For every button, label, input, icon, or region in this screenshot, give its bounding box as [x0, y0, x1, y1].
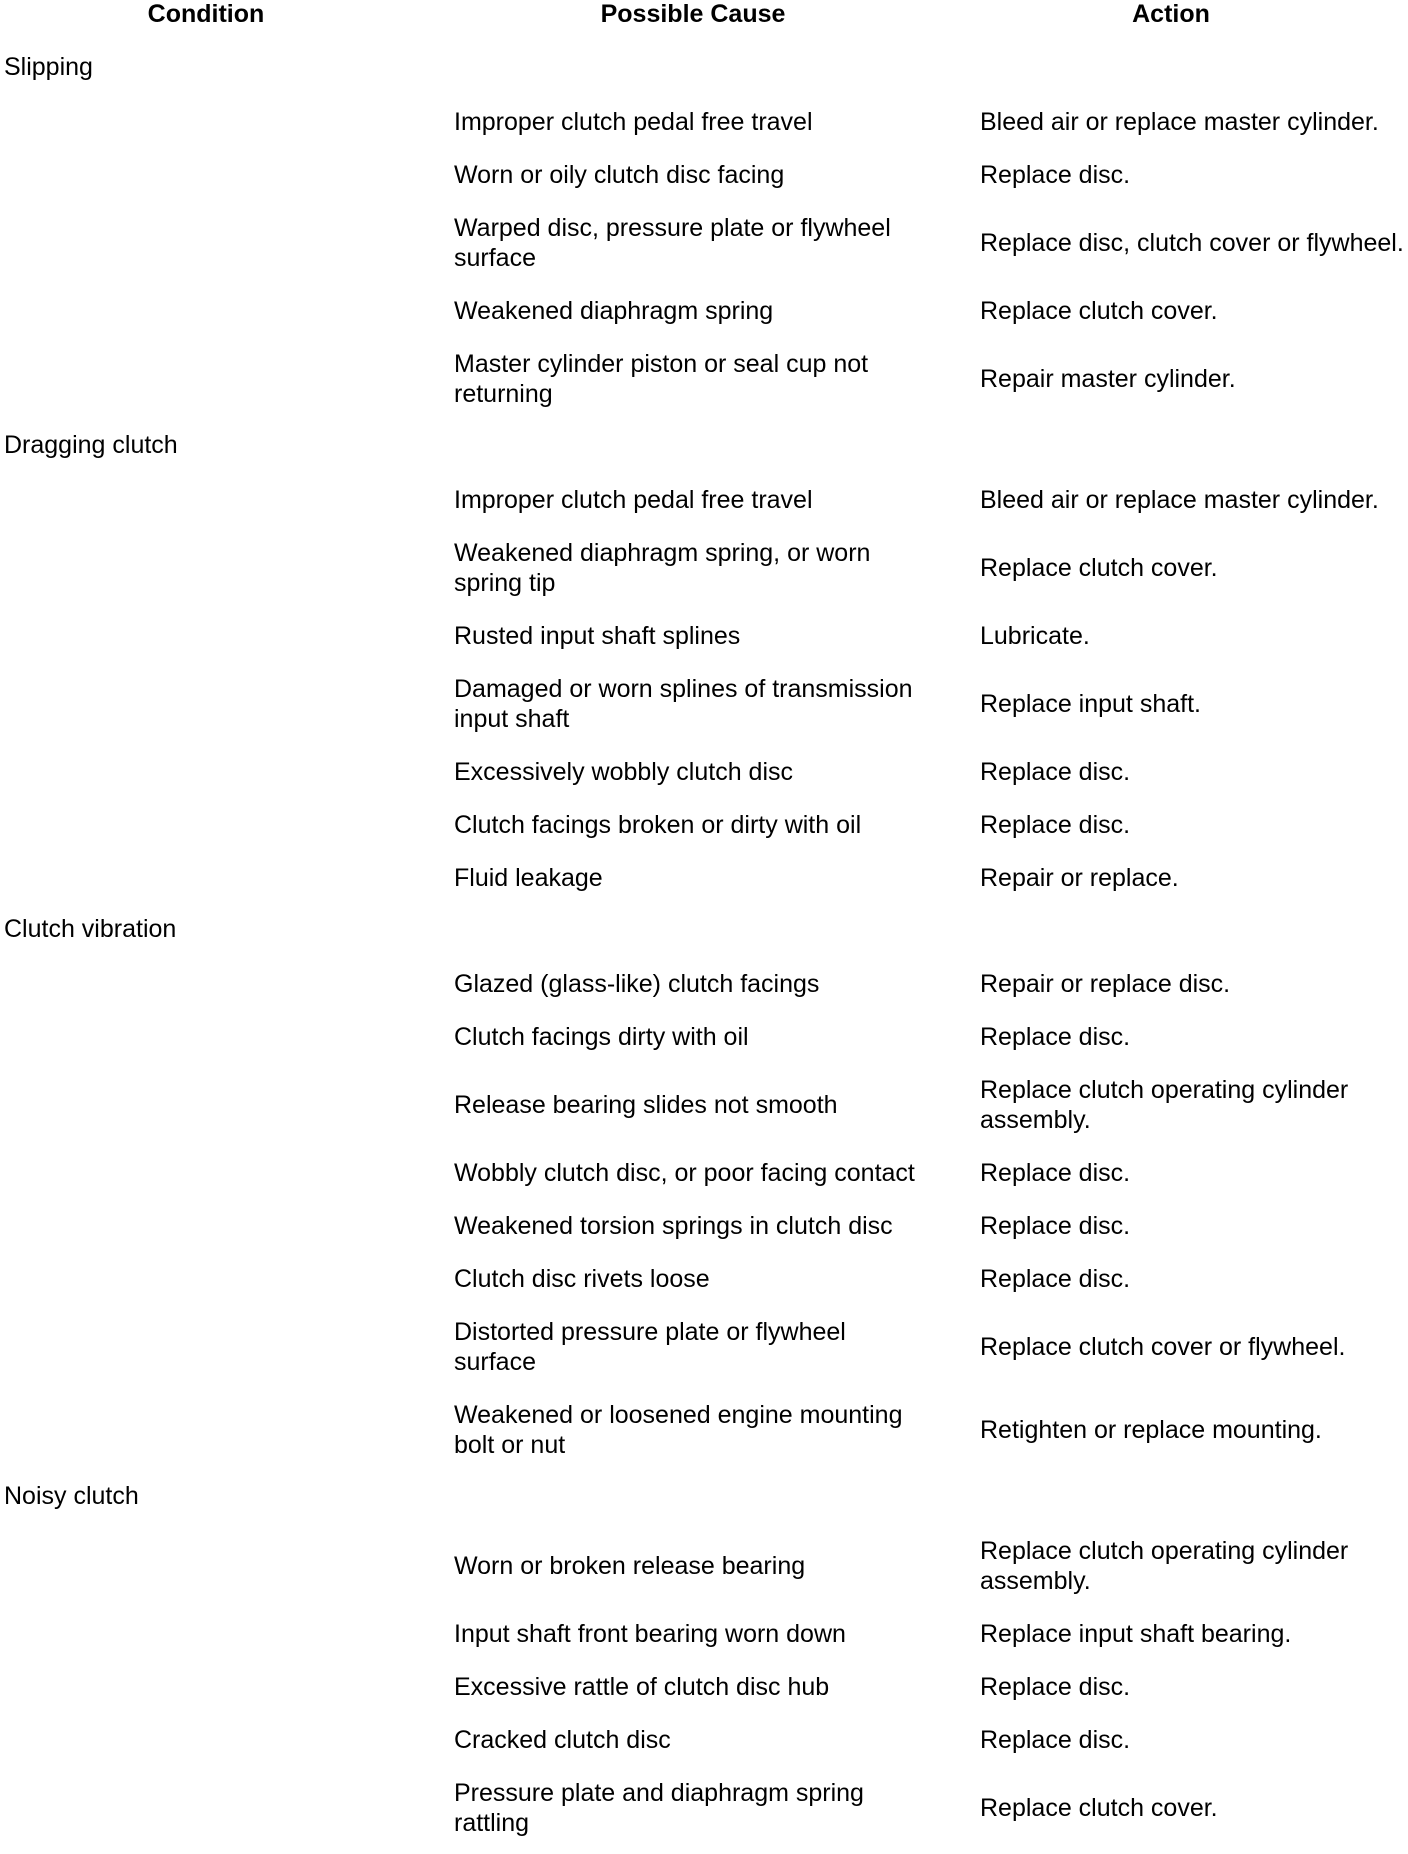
action-cell: Replace input shaft bearing.: [980, 1619, 1292, 1648]
possible-cause-cell: Weakened torsion springs in clutch disc: [454, 1211, 893, 1240]
possible-cause-cell: Clutch facings dirty with oil: [454, 1022, 749, 1051]
table-row: [0, 1063, 1408, 1146]
possible-cause-cell: Master cylinder piston or seal cup not returning: [454, 349, 869, 408]
table-row: [0, 1146, 1408, 1199]
action-cell: Bleed air or replace master cylinder.: [980, 107, 1379, 136]
table-row: [0, 609, 1408, 662]
header-condition: Condition: [147, 0, 265, 28]
table-row: [0, 1766, 1408, 1849]
action-cell: Replace clutch cover.: [980, 296, 1218, 325]
table-body: [0, 42, 1408, 1849]
table-row: [0, 95, 1408, 148]
action-cell: Lubricate.: [980, 621, 1090, 650]
action-cell: Repair master cylinder.: [980, 364, 1236, 393]
possible-cause-cell: Weakened diaphragm spring: [454, 296, 774, 325]
table-row: [0, 1305, 1408, 1388]
table-row: [0, 473, 1408, 526]
table-row: [0, 1524, 1408, 1607]
possible-cause-cell: Pressure plate and diaphragm spring rattling: [454, 1778, 864, 1837]
condition-label: Slipping: [4, 53, 93, 81]
action-cell: Replace disc.: [980, 1264, 1131, 1293]
possible-cause-cell: Clutch facings broken or dirty with oil: [454, 810, 862, 839]
table-row: [0, 1199, 1408, 1252]
action-cell: Replace input shaft.: [980, 689, 1201, 718]
action-cell: Repair or replace.: [980, 863, 1179, 892]
header-action: Action: [1132, 0, 1210, 28]
header-possible-cause: Possible Cause: [600, 0, 786, 28]
possible-cause-cell: Rusted input shaft splines: [454, 621, 741, 650]
possible-cause-cell: Fluid leakage: [454, 863, 603, 892]
table-row: [0, 148, 1408, 201]
table-row: [0, 662, 1408, 745]
action-cell: Replace disc.: [980, 1672, 1131, 1701]
possible-cause-cell: Warped disc, pressure plate or flywheel surface: [454, 213, 891, 272]
action-cell: Replace clutch cover or flywheel.: [980, 1332, 1346, 1361]
possible-cause-cell: Input shaft front bearing worn down: [454, 1619, 846, 1648]
action-cell: Replace disc, clutch cover or flywheel.: [980, 228, 1404, 257]
possible-cause-cell: Clutch disc rivets loose: [454, 1264, 710, 1293]
possible-cause-cell: Excessively wobbly clutch disc: [454, 757, 794, 786]
possible-cause-cell: Weakened or loosened engine mounting bolt or nut: [454, 1400, 903, 1459]
table-row: [0, 1388, 1408, 1471]
possible-cause-cell: Excessive rattle of clutch disc hub: [454, 1672, 830, 1701]
possible-cause-cell: Weakened diaphragm spring, or worn spring tip: [454, 538, 871, 597]
possible-cause-cell: Release bearing slides not smooth: [454, 1090, 838, 1119]
possible-cause-cell: Glazed (glass-like) clutch facings: [454, 969, 820, 998]
table-row: [0, 1713, 1408, 1766]
table-row: [0, 1660, 1408, 1713]
action-cell: Retighten or replace mounting.: [980, 1415, 1322, 1444]
table-row: [0, 284, 1408, 337]
possible-cause-cell: Improper clutch pedal free travel: [454, 107, 813, 136]
action-cell: Replace disc.: [980, 1211, 1131, 1240]
table-header: [0, 0, 1408, 32]
action-cell: Replace disc.: [980, 757, 1131, 786]
action-cell: Replace disc.: [980, 1158, 1131, 1187]
possible-cause-cell: Distorted pressure plate or flywheel surface: [454, 1317, 846, 1376]
possible-cause-cell: Worn or broken release bearing: [454, 1551, 806, 1580]
possible-cause-cell: Wobbly clutch disc, or poor facing contact: [454, 1158, 915, 1187]
possible-cause-cell: Damaged or worn splines of transmission input shaft: [454, 674, 913, 733]
table-row: [0, 1607, 1408, 1660]
possible-cause-cell: Improper clutch pedal free travel: [454, 485, 813, 514]
action-cell: Replace clutch cover.: [980, 1793, 1218, 1822]
action-cell: Replace clutch operating cylinder assembly.: [980, 1075, 1349, 1134]
action-cell: Replace clutch cover.: [980, 553, 1218, 582]
condition-label: Dragging clutch: [4, 431, 178, 459]
possible-cause-cell: Worn or oily clutch disc facing: [454, 160, 785, 189]
action-cell: Replace disc.: [980, 1022, 1131, 1051]
table-row: [0, 1010, 1408, 1063]
table-row: [0, 957, 1408, 1010]
action-cell: Bleed air or replace master cylinder.: [980, 485, 1379, 514]
action-cell: Repair or replace disc.: [980, 969, 1231, 998]
table-row: [0, 745, 1408, 798]
table-row: [0, 526, 1408, 609]
table-row: [0, 337, 1408, 420]
condition-label: Noisy clutch: [4, 1482, 139, 1510]
possible-cause-cell: Cracked clutch disc: [454, 1725, 671, 1754]
condition-label: Clutch vibration: [4, 915, 177, 943]
action-cell: Replace disc.: [980, 1725, 1131, 1754]
action-cell: Replace disc.: [980, 160, 1131, 189]
action-cell: Replace clutch operating cylinder assembly.: [980, 1536, 1349, 1595]
table-row: [0, 851, 1408, 904]
action-cell: Replace disc.: [980, 810, 1131, 839]
table-row: [0, 1252, 1408, 1305]
table-row: [0, 201, 1408, 284]
table-row: [0, 798, 1408, 851]
